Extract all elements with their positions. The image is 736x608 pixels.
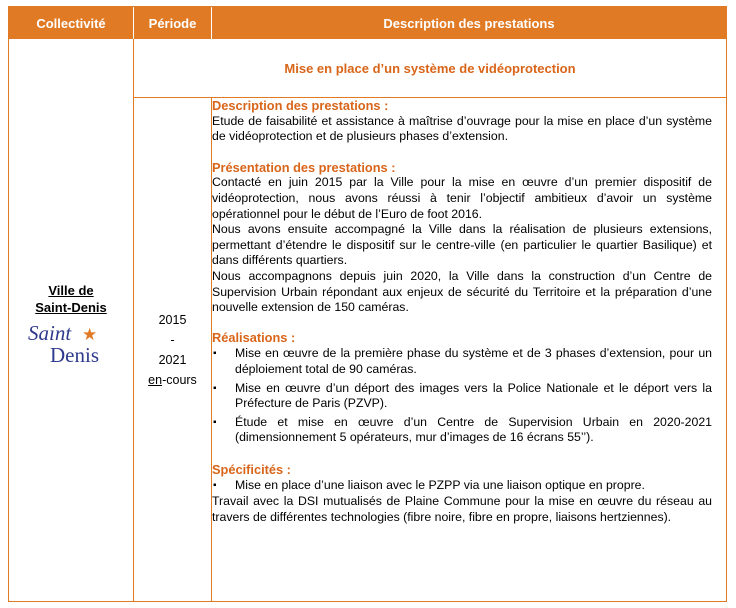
header-description: Description des prestations (212, 7, 726, 39)
period-end: 2021 (158, 352, 187, 367)
logo-word-saint: Saint (28, 321, 72, 345)
list-item-text: Étude et mise en œuvre d’un Centre de Supervision Urbain en 2020-2021 (dimensionnement 5 opérateurs, mur d’images de 16 écrans 55’’). (235, 414, 712, 445)
list-item-text: Mise en œuvre d’un déport des images vers la Police Nationale et le déport vers la Préfecture de Paris (PZVP). (235, 380, 712, 411)
list-item (212, 381, 712, 412)
header-periode: Période (134, 7, 211, 39)
presentation-paragraph: Nous avons ensuite accompagné la Ville dans la réalisation de plusieurs extensions, permettant d’étendre le dispositif sur le centre-ville (en particulier le quartier Basilique) et dans différents quartiers. (212, 222, 712, 268)
list-item-text: Mise en œuvre de la première phase du système et de 3 phases d’extension, pour un déploiement total de 90 caméras. (235, 346, 712, 376)
list-item (212, 415, 712, 446)
realisations-heading: Réalisations : (212, 329, 296, 345)
specificites-text: Travail avec la DSI mutualisés de Plaine Commune pour la mise en œuvre du réseau au travers de différentes technologies (fibre noire, fibre en propre, liaisons hertziennes). (212, 494, 712, 524)
saint-denis-logo (26, 320, 116, 368)
specificites-list (212, 478, 712, 494)
description-cell (212, 98, 712, 525)
bullet-icon: ▪ (213, 382, 217, 394)
collectivite-name-line2: Saint-Denis (35, 300, 107, 315)
bullet-icon: ▪ (213, 480, 217, 492)
period-dash: - (170, 332, 175, 347)
bullet-icon: ▪ (213, 416, 217, 428)
presentation-paragraph: Nous accompagnons depuis juin 2020, la Ville dans la construction d’un Centre de Supervision Urbain répondant aux enjeux de sécurité du Territoire et la préparation d’une nouvelle extension de 150 caméras. (212, 268, 712, 315)
collectivite-name (35, 282, 107, 316)
presentation-paragraph: Contacté en juin 2015 par la Ville pour la mise en œuvre d’un premier dispositif de vidéoprotection, nous avons réussi à tenir l’objectif ambitieux d’avoir un système opérationnel pour le début de l’Euro de foot 2016. (212, 175, 712, 221)
description-heading: Description des prestations : (212, 98, 389, 113)
period-start: 2015 (158, 312, 187, 327)
presentation-heading: Présentation des prestations : (212, 159, 396, 175)
specificites-heading: Spécificités : (212, 461, 291, 477)
period-status (148, 370, 197, 390)
header-collectivite: Collectivité (9, 7, 133, 39)
list-item (212, 478, 712, 494)
period-status-prefix: en (148, 372, 163, 387)
logo-word-denis: Denis (50, 343, 99, 367)
list-item (212, 346, 712, 377)
realisations-list (212, 346, 712, 446)
description-text: Etude de faisabilité et assistance à maîtrise d’ouvrage pour la mise en place d’un système de vidéoprotection et de plusieurs phases d’extension. (212, 113, 712, 144)
bullet-icon: ▪ (213, 348, 217, 360)
period-status-suffix: -cours (162, 372, 197, 387)
project-title: Mise en place d’un système de vidéoprotection (284, 60, 576, 76)
collectivite-cell (9, 39, 133, 601)
collectivite-name-line1: Ville de (48, 283, 94, 298)
periode-cell (134, 98, 211, 601)
list-item-text: Mise en place d’une liaison avec le PZPP via une liaison optique en propre. (235, 478, 645, 493)
saint-denis-logo-graphic (26, 320, 116, 368)
logo-star-icon: ★ (82, 325, 98, 345)
